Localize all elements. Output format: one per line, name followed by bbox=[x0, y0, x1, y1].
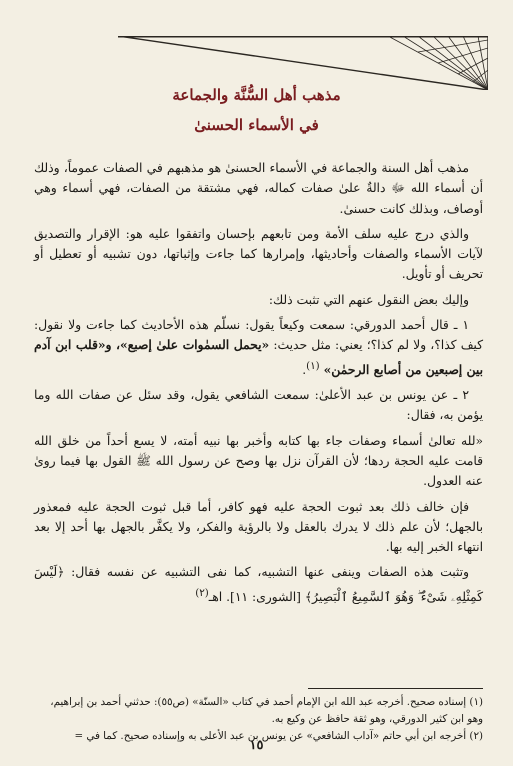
quote-shafii-intro: ٢ ـ عن يونس بن عبد الأعلىٰ: سمعت الشافعي يقول، وقد سئل عن صفات الله وما يؤمن به، فقال: bbox=[34, 388, 483, 423]
chapter-subtitle: في الأسماء الحسنىٰ bbox=[194, 116, 319, 134]
page-number: ١٥ bbox=[249, 738, 264, 753]
footnote-ref-2[interactable]: (٢) bbox=[195, 586, 209, 599]
header-ornament bbox=[118, 36, 488, 90]
main-text bbox=[34, 158, 483, 612]
quote-shafii-text-3 bbox=[34, 562, 483, 607]
quote-wakee bbox=[34, 315, 483, 380]
quote-shafii-verse: وتثبت هذه الصفات وينفى عنها التشبيه، كما نفى التشبيه عن نفسه فقال: ﴿لَيْسَ كَمِثْلِهِۦ شَىْءٌ ۖ وَهُوَ ٱلسَّمِيعُ ٱلْبَصِيرُ﴾ [الشورى: ١١]. اهـ bbox=[34, 565, 483, 604]
quote-wakee-hadith: «يحمل السمٰوات علىٰ إصبع»، و«قلب ابن آدم بين إصبعين من أصابع الرحمٰن» bbox=[34, 337, 483, 377]
footnote-ref-1[interactable]: (١) bbox=[306, 359, 320, 372]
quote-shafii-text-2: فإن خالف ذلك بعد ثبوت الحجة عليه فهو كافر، أما قبل ثبوت الحجة عليه فمعذور بالجهل؛ لأن علم ذلك لا يدرك بالعقل ولا بالرؤية والفكر، ولا يكفَّر بالجهل بها أحد إلا بعد انتهاء الخبر إليه بها. bbox=[34, 499, 483, 555]
paragraph: والذي درج عليه سلف الأمة ومن تابعهم بإحسان واتفقوا عليه هو: الإقرار والتصديق لآيات الأسماء والصفات وأحاديثها، وإمرارها كما جاءت وإثباتها، دون تشبيه أو تعطيل أو تحريف أو تأويل. bbox=[34, 226, 483, 282]
quote-wakee-text: ١ ـ قال أحمد الدورقي: سمعت وكيعاً يقول: نسلّم هذه الأحاديث كما جاءت ولا نقول: كيف كذا؟، ولا لم كذا؟؛ يعني: مثل حديث: bbox=[34, 318, 483, 353]
footnote-2: (٢) أخرجه ابن أبي حاتم «آداب الشافعي» عن يونس بن عبد الأعلى به وإسناده صحيح. كما في = bbox=[74, 730, 483, 742]
quote-shafii-text: «لله تعالىٰ أسماء وصفات جاء بها كتابه وأخبر بها نبيه أمته، لا يسع أحداً من خلق الله قامت عليه الحجة ردها؛ لأن القرآن نزل بها وصح عن رسول الله ﷺ القول بها فيما روىٰ عنه العدول. bbox=[34, 433, 483, 489]
footnote-1: (١) إسناده صحيح. أخرجه عبد الله ابن الإمام أحمد في كتاب «السنّة» (ص٥٥): حدثني أحمد بن إبراهيم، وهو ابن كثير الدورقي، وهو ثقة حافظ عن وكيع به. bbox=[50, 696, 483, 725]
footnote-divider bbox=[308, 688, 483, 689]
chapter-title: مذهب أهل السُّنَّة والجماعة bbox=[172, 86, 341, 104]
quote-wakee-end: . bbox=[302, 362, 307, 377]
paragraph: مذهب أهل السنة والجماعة في الأسماء الحسنىٰ هو مذهبهم في الصفات عموماً، وذلك أن أسماء الله ﷻ دالةٌ علىٰ صفات كماله، فهي مشتقة من الصفات، فهي أسماء وهي أوصاف، وبذلك كانت حسنىٰ. bbox=[34, 161, 483, 216]
paragraph: وإليك بعض النقول عنهم التي تثبت ذلك: bbox=[268, 292, 469, 307]
